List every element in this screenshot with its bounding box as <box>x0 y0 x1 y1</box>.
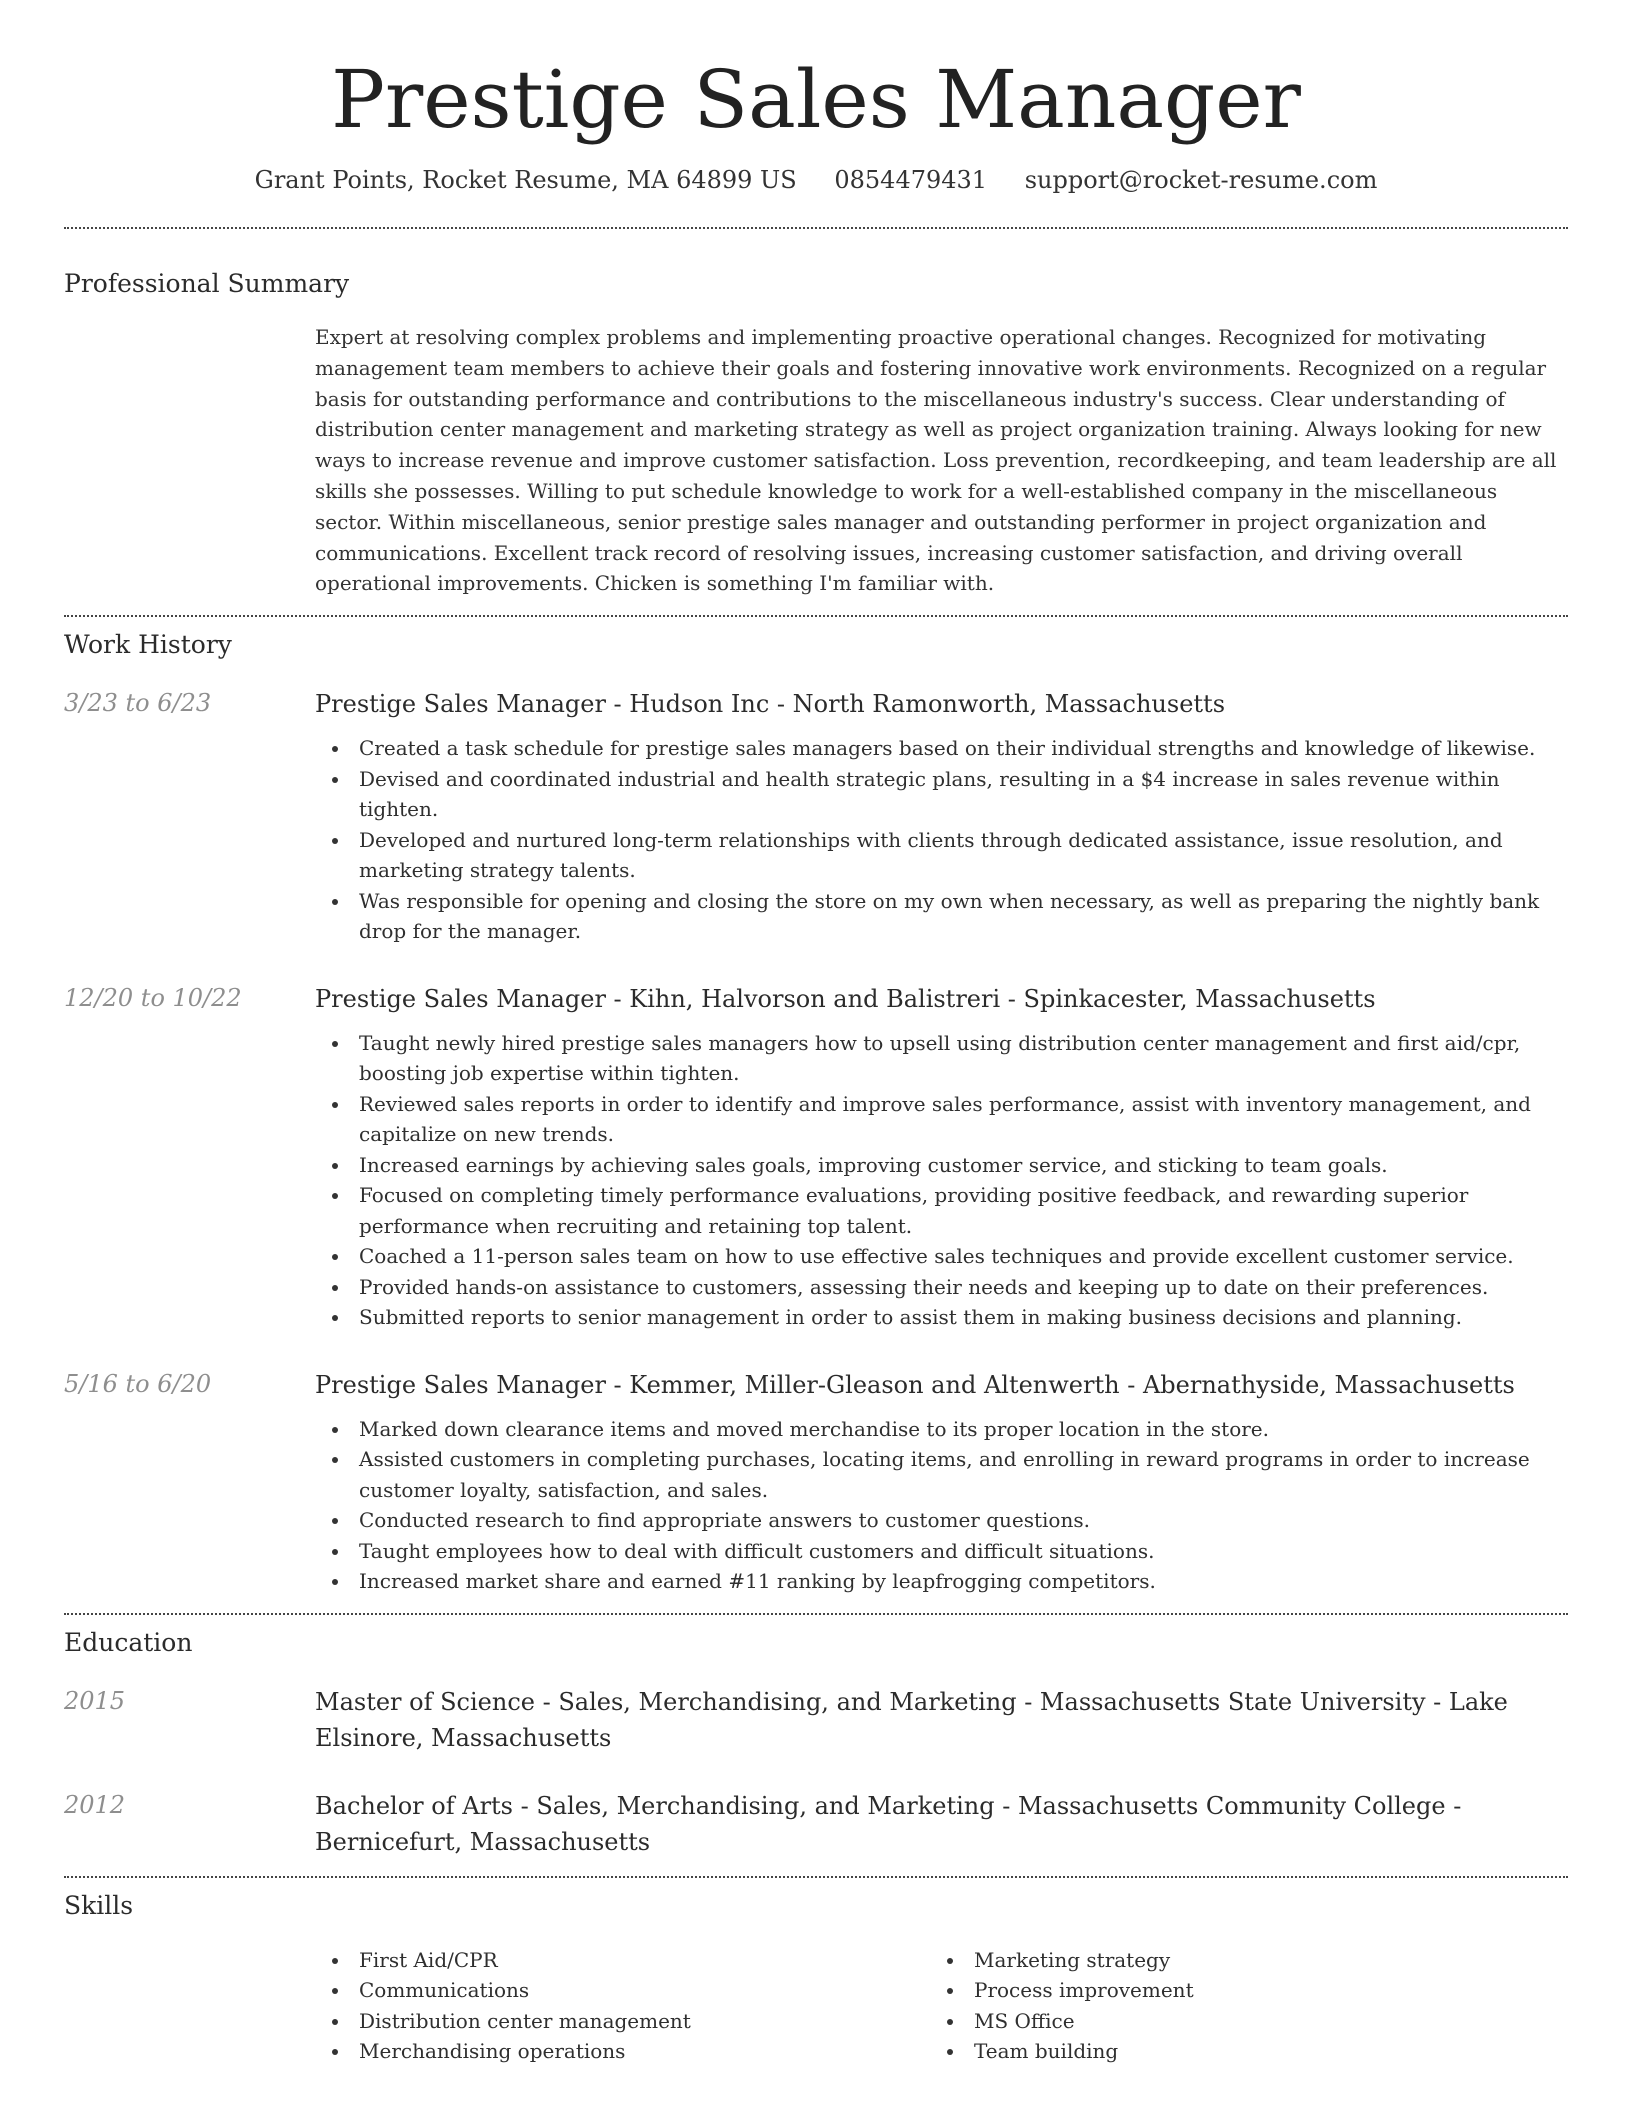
contact-phone: 0854479431 <box>834 166 988 194</box>
skill-item: First Aid/CPR <box>315 1945 930 1976</box>
job-dates: 5/16 to 6/20 <box>64 1369 212 1398</box>
education-heading: Education <box>64 1627 193 1657</box>
education-year: 2015 <box>64 1686 126 1715</box>
education-degree: Bachelor of Arts - Sales, Merchandising, and Marketing - Massachusetts Community College - Bernicefurt, Massachusetts <box>315 1791 1462 1856</box>
list-item: Conducted research to find appropriate answers to customer questions. <box>315 1505 1568 1536</box>
list-item: Assisted customers in completing purchases, locating items, and enrolling in reward programs in order to increase customer loyalty, satisfaction, and sales. <box>315 1444 1568 1505</box>
work-history-heading: Work History <box>64 630 232 660</box>
job-bullets <box>315 1028 1568 1333</box>
list-item: Provided hands-on assistance to customers, assessing their needs and keeping up to date on their preferences. <box>315 1272 1568 1303</box>
list-item: Devised and coordinated industrial and health strategic plans, resulting in a $4 increase in sales revenue within tighten. <box>315 764 1568 825</box>
job-dates: 3/23 to 6/23 <box>64 689 212 718</box>
list-item: Taught employees how to deal with difficult customers and difficult situations. <box>315 1536 1568 1567</box>
education-year: 2012 <box>64 1790 126 1819</box>
list-item: Created a task schedule for prestige sales managers based on their individual strengths and knowledge of likewise. <box>315 733 1568 764</box>
summary-text: Expert at resolving complex problems and implementing proactive operational changes. Recognized for motivating management team members to achieve their goals and fostering innovative work environments. Recognized on a regular basis for outstanding performance and contributions to the miscellaneous industry's success. Clear understanding of distribution center management and marketing strategy as well as project organization training. Always looking for new ways to increase revenue and improve customer satisfaction. Loss prevention, recordkeeping, and team leadership are all skills she possesses. Willing to put schedule knowledge to work for a well-established company in the miscellaneous sector. Within miscellaneous, senior prestige sales manager and outstanding performer in project organization and communications. Excellent track record of resolving issues, increasing customer satisfaction, and driving overall operational improvements. Chicken is something I'm familiar with. <box>315 325 1557 596</box>
list-item: Coached a 11-person sales team on how to use effective sales techniques and provide excellent customer service. <box>315 1241 1568 1272</box>
section-divider <box>64 227 1568 229</box>
education-entry <box>64 1788 1568 1860</box>
contact-line <box>64 164 1568 196</box>
job-bullets <box>315 733 1568 947</box>
skill-item: Communications <box>315 1975 930 2006</box>
section-divider <box>64 615 1568 617</box>
job-entry <box>64 1367 1568 1597</box>
job-title: Prestige Sales Manager - Kemmer, Miller-Gleason and Altenwerth - Abernathyside, Massachusetts <box>315 1370 1515 1399</box>
skill-item: Team building <box>930 2036 1545 2067</box>
job-entry <box>64 981 1568 1333</box>
list-item: Developed and nurtured long-term relationships with clients through dedicated assistance, issue resolution, and marketing strategy talents. <box>315 825 1568 886</box>
skill-item: Marketing strategy <box>930 1945 1545 1976</box>
list-item: Marked down clearance items and moved merchandise to its proper location in the store. <box>315 1414 1568 1445</box>
education-entry <box>64 1684 1568 1756</box>
skills-column-left <box>315 1945 930 2067</box>
section-divider <box>64 1876 1568 1878</box>
job-bullets <box>315 1414 1568 1597</box>
list-item: Focused on completing timely performance evaluations, providing positive feedback, and rewarding superior performance when recruiting and retaining top talent. <box>315 1180 1568 1241</box>
list-item: Increased market share and earned #11 ranking by leapfrogging competitors. <box>315 1566 1568 1597</box>
contact-email: support@rocket-resume.com <box>1024 166 1378 194</box>
summary-heading: Professional Summary <box>64 269 350 298</box>
resume-name: Prestige Sales Manager <box>331 53 1301 146</box>
resume-page <box>64 0 1568 2067</box>
education-degree: Master of Science - Sales, Merchandising, and Marketing - Massachusetts State University - Lake Elsinore, Massachusetts <box>315 1687 1508 1752</box>
skills-column-right <box>930 1945 1545 2067</box>
skill-item: Distribution center management <box>315 2006 930 2037</box>
skills-list <box>315 1945 1568 2067</box>
list-item: Submitted reports to senior management in order to assist them in making business decisions and planning. <box>315 1302 1568 1333</box>
skills-heading: Skills <box>64 1890 134 1920</box>
job-dates: 12/20 to 10/22 <box>64 983 242 1012</box>
list-item: Taught newly hired prestige sales managers how to upsell using distribution center management and first aid/cpr, boosting job expertise within tighten. <box>315 1028 1568 1089</box>
job-title: Prestige Sales Manager - Kihn, Halvorson and Balistreri - Spinkacester, Massachusetts <box>315 984 1376 1013</box>
skill-item: Merchandising operations <box>315 2036 930 2067</box>
list-item: Reviewed sales reports in order to identify and improve sales performance, assist with inventory management, and capitalize on new trends. <box>315 1089 1568 1150</box>
section-divider <box>64 1613 1568 1615</box>
list-item: Increased earnings by achieving sales goals, improving customer service, and sticking to team goals. <box>315 1150 1568 1181</box>
job-entry <box>64 686 1568 947</box>
job-title: Prestige Sales Manager - Hudson Inc - North Ramonworth, Massachusetts <box>315 690 1226 719</box>
list-item: Was responsible for opening and closing the store on my own when necessary, as well as preparing the nightly bank drop for the manager. <box>315 886 1568 947</box>
skill-item: Process improvement <box>930 1975 1545 2006</box>
contact-address: Grant Points, Rocket Resume, MA 64899 US <box>254 166 797 194</box>
skill-item: MS Office <box>930 2006 1545 2037</box>
